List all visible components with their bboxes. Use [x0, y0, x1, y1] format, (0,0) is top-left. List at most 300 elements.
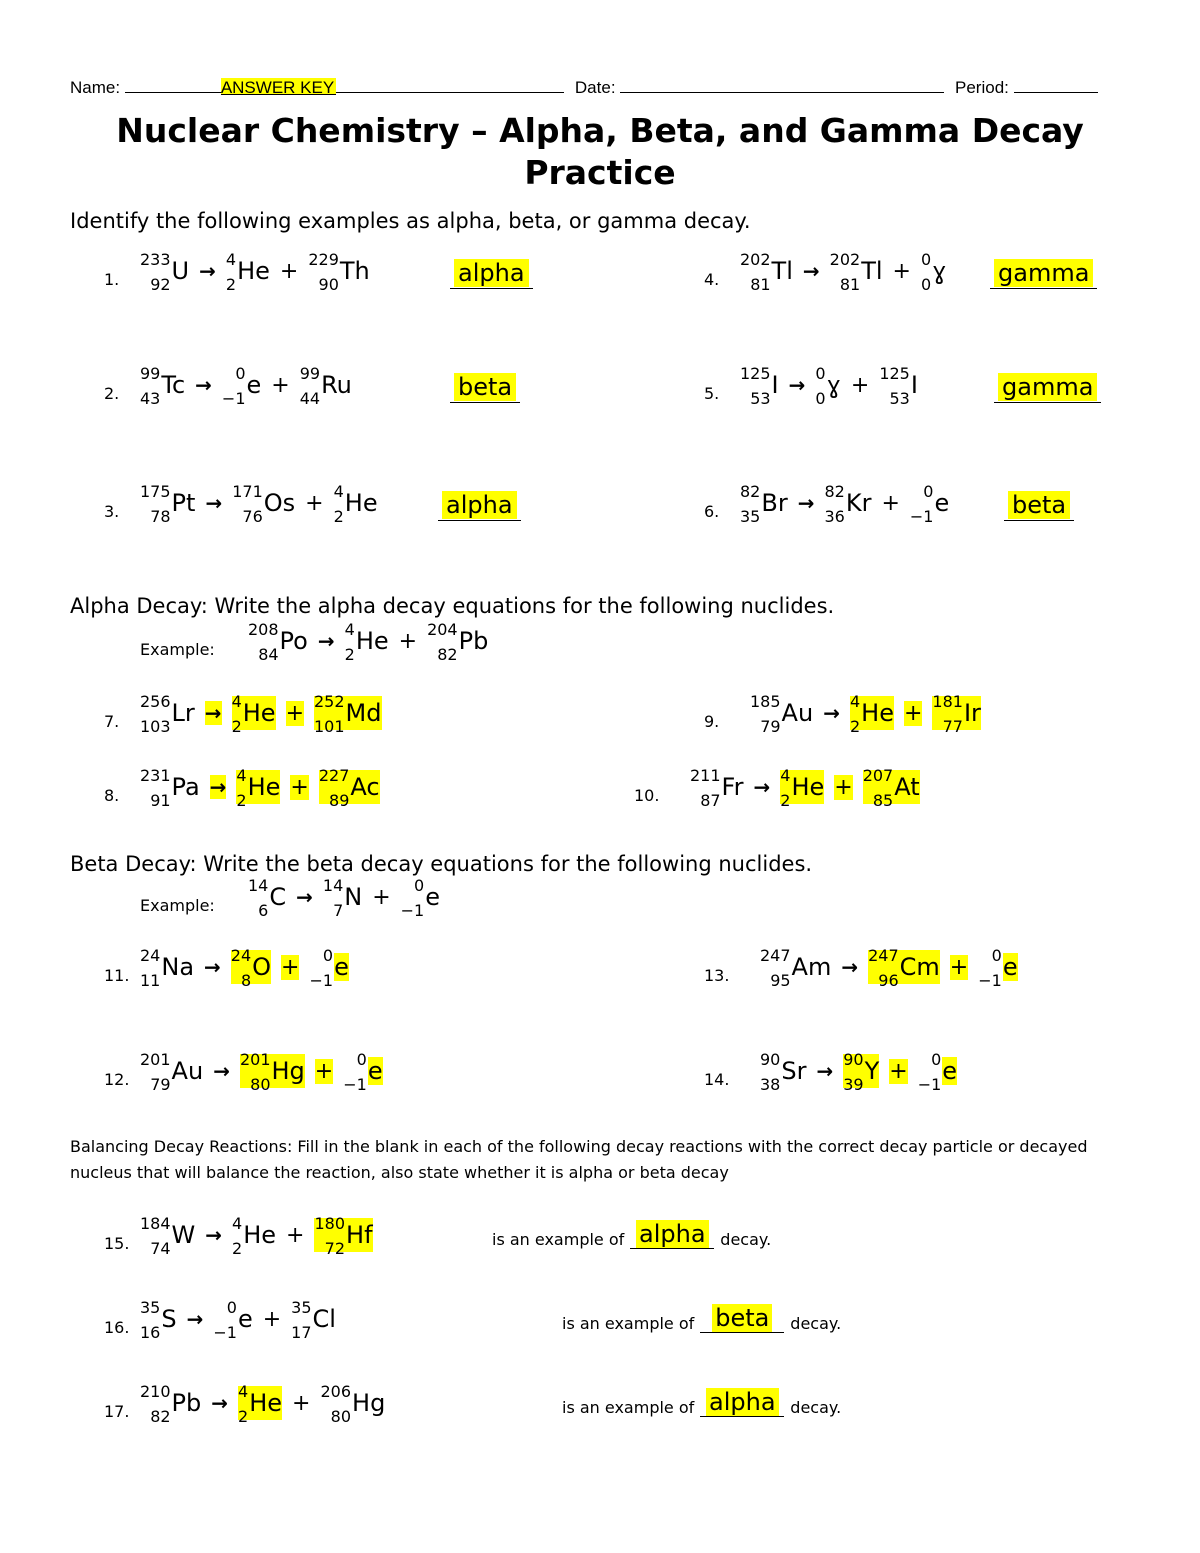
equation — [760, 946, 1018, 990]
mass-number: 211 — [690, 766, 721, 785]
product-2 — [314, 692, 382, 736]
atomic-number: −1 — [978, 971, 1002, 990]
reactant — [740, 482, 788, 526]
atomic-number: 82 — [437, 645, 458, 664]
mass-number: 171 — [232, 482, 263, 501]
nuclide-numbers — [879, 364, 910, 408]
nuclide-numbers — [232, 1214, 243, 1258]
plus-sign: + — [834, 774, 853, 800]
nuclide-numbers — [740, 364, 771, 408]
mass-number: 202 — [829, 250, 861, 269]
element-symbol: Md — [345, 699, 382, 727]
mass-number: 227 — [318, 766, 350, 785]
equation — [740, 364, 918, 408]
answer-text: gamma — [994, 259, 1093, 287]
period-label: Period: — [955, 78, 1009, 97]
equation — [140, 946, 349, 990]
nuclide-numbers — [248, 620, 279, 664]
equation — [140, 250, 370, 294]
mass-number: 82 — [824, 482, 845, 501]
mass-number: 0 — [322, 946, 334, 965]
atomic-number: 2 — [225, 275, 237, 294]
element-symbol: He — [861, 699, 894, 727]
answer-blank[interactable] — [438, 490, 521, 521]
atomic-number: 16 — [140, 1323, 161, 1342]
nuclide-numbers — [343, 1050, 367, 1094]
plus-sign: + — [892, 258, 911, 284]
element-symbol: e — [367, 1057, 383, 1085]
nuclide-numbers — [299, 364, 321, 408]
mass-number: 207 — [862, 766, 894, 785]
mass-number: 184 — [140, 1214, 171, 1233]
mass-number: 35 — [291, 1298, 312, 1317]
atomic-number: 76 — [242, 507, 263, 526]
nuclide-numbers — [824, 482, 845, 526]
product-1 — [236, 766, 281, 810]
atomic-number: 85 — [872, 791, 894, 810]
product-1 — [232, 1214, 277, 1258]
question-number: 1. — [104, 270, 120, 289]
element-symbol: e — [942, 1057, 958, 1085]
product-1 — [231, 692, 276, 736]
question-number: 15. — [104, 1234, 130, 1253]
arrow-icon: → — [823, 701, 840, 725]
nuclide-numbers — [318, 766, 350, 810]
mass-number: 24 — [140, 946, 161, 965]
atomic-number: 6 — [258, 901, 269, 920]
product-2 — [320, 1382, 386, 1426]
mass-number: 4 — [333, 482, 344, 501]
atomic-number: 0 — [815, 389, 826, 408]
element-symbol: O — [252, 953, 272, 981]
decay-statement — [562, 1304, 841, 1333]
nuclide-numbers — [862, 766, 894, 810]
nuclide-numbers — [140, 250, 171, 294]
nuclide-numbers — [815, 364, 826, 408]
nuclide-numbers — [868, 946, 899, 990]
reactant — [140, 1050, 204, 1094]
nuclide-numbers — [140, 766, 171, 810]
mass-number: 201 — [140, 1050, 171, 1069]
date-field[interactable] — [620, 76, 944, 93]
identify-instruction: Identify the following examples as alpha, beta, or gamma decay. — [70, 209, 751, 233]
product-2 — [309, 946, 349, 990]
element-symbol: Hg — [271, 1057, 305, 1085]
nuclide-numbers — [909, 482, 934, 526]
element-symbol: Po — [279, 627, 308, 655]
element-symbol: I — [771, 371, 779, 399]
element-symbol: N — [344, 883, 363, 911]
element-symbol: Sr — [781, 1057, 807, 1085]
decay-suffix: decay. — [720, 1230, 772, 1249]
element-symbol: Ac — [350, 773, 380, 801]
reactant — [740, 364, 779, 408]
element-symbol: Pb — [458, 627, 489, 655]
atomic-number: 78 — [150, 507, 171, 526]
arrow-icon: → — [205, 491, 223, 515]
equation — [140, 1214, 373, 1258]
reactant — [140, 1298, 177, 1342]
reactant — [140, 364, 186, 408]
equation — [760, 1050, 958, 1094]
question-number: 17. — [104, 1402, 130, 1421]
answer-blank[interactable] — [1004, 490, 1074, 521]
atomic-number: 84 — [258, 645, 279, 664]
atomic-number: 87 — [700, 791, 721, 810]
mass-number: 180 — [314, 1214, 346, 1233]
reactant — [750, 692, 814, 736]
element-symbol: Os — [263, 489, 296, 517]
plus-sign: + — [903, 700, 923, 726]
mass-number: 4 — [232, 1214, 243, 1233]
answer-blank[interactable] — [990, 258, 1097, 289]
atomic-number: 81 — [839, 275, 861, 294]
mass-number: 0 — [815, 364, 826, 383]
element-symbol: Pa — [171, 773, 200, 801]
answer-blank[interactable] — [450, 258, 533, 289]
mass-number: 0 — [923, 482, 934, 501]
arrow-icon: → — [296, 885, 313, 909]
atomic-number: 80 — [330, 1407, 352, 1426]
element-symbol: He — [243, 1221, 277, 1249]
atomic-number: 36 — [824, 507, 845, 526]
equation — [140, 482, 378, 526]
product-1 — [344, 620, 389, 664]
atomic-number: 7 — [333, 901, 344, 920]
plus-sign: + — [372, 884, 391, 910]
product-2 — [318, 766, 380, 810]
equation — [140, 1382, 386, 1426]
mass-number: 4 — [225, 250, 237, 269]
element-symbol: e — [237, 1305, 253, 1333]
atomic-number: 44 — [299, 389, 321, 408]
mass-number: 125 — [879, 364, 910, 383]
nuclide-numbers — [308, 250, 339, 294]
reactant — [248, 620, 308, 664]
equation — [750, 692, 981, 736]
product-2 — [909, 482, 950, 526]
element-symbol: Ir — [963, 699, 981, 727]
mass-number: 90 — [760, 1050, 781, 1069]
nuclide-numbers — [829, 250, 861, 294]
product-2 — [343, 1050, 383, 1094]
mass-number: 24 — [230, 946, 252, 965]
element-symbol: W — [171, 1221, 196, 1249]
question-number: 14. — [704, 1070, 730, 1089]
atomic-number: 72 — [324, 1239, 346, 1258]
beta-instruction: Beta Decay: Write the beta decay equations for the following nuclides. — [70, 852, 813, 876]
product-2 — [932, 692, 981, 736]
arrow-icon: → — [204, 955, 221, 979]
answer-blank[interactable] — [450, 372, 520, 403]
atomic-number: 91 — [150, 791, 171, 810]
nuclide-numbers — [849, 692, 861, 736]
answer-text: alpha — [442, 491, 517, 519]
product-1 — [849, 692, 894, 736]
answer-text: gamma — [998, 373, 1097, 401]
mass-number: 35 — [140, 1298, 161, 1317]
element-symbol: ɣ — [826, 371, 841, 399]
plus-sign: + — [292, 1390, 311, 1416]
element-symbol: I — [910, 371, 918, 399]
element-symbol: e — [425, 883, 440, 911]
mass-number: 4 — [780, 766, 791, 785]
nuclide-numbers — [320, 1382, 352, 1426]
mass-number: 4 — [344, 620, 355, 639]
atomic-number: 2 — [236, 791, 247, 810]
question-number: 7. — [104, 712, 120, 731]
nuclide-numbers — [917, 1050, 942, 1094]
decay-type-answer: alpha — [636, 1220, 709, 1248]
plus-sign: + — [281, 954, 300, 980]
product-2 — [427, 620, 489, 664]
equation — [690, 766, 920, 810]
arrow-icon: → — [753, 775, 771, 799]
decay-type-blank[interactable] — [700, 1304, 784, 1333]
atomic-number: 2 — [333, 507, 344, 526]
nuclide-numbers — [309, 946, 334, 990]
nuclide-numbers — [248, 876, 269, 920]
element-symbol: Am — [791, 953, 832, 981]
element-symbol: e — [934, 489, 950, 517]
title-line-2: Practice — [524, 153, 676, 192]
reactant — [140, 766, 200, 810]
product-1 — [780, 766, 825, 810]
arrow-icon: → — [204, 701, 222, 725]
mass-number: 204 — [427, 620, 458, 639]
atomic-number: −1 — [343, 1075, 367, 1094]
product-2 — [333, 482, 378, 526]
answer-text: alpha — [454, 259, 529, 287]
arrow-icon: → — [841, 955, 859, 979]
product-1 — [213, 1298, 253, 1342]
mass-number: 247 — [868, 946, 899, 965]
nuclide-numbers — [221, 364, 246, 408]
question-number: 3. — [104, 502, 120, 521]
product-1 — [815, 364, 841, 408]
mass-number: 0 — [356, 1050, 367, 1069]
atomic-number: 95 — [770, 971, 791, 990]
nuclide-numbers — [140, 1382, 171, 1426]
element-symbol: Cl — [312, 1305, 336, 1333]
plus-sign: + — [285, 700, 304, 726]
product-2 — [879, 364, 918, 408]
answer-blank[interactable] — [994, 372, 1101, 403]
nuclide-numbers — [780, 766, 791, 810]
decay-type-answer: beta — [712, 1304, 772, 1332]
element-symbol: U — [171, 257, 190, 285]
mass-number: 206 — [320, 1382, 352, 1401]
atomic-number: −1 — [309, 971, 334, 990]
period-field[interactable] — [1014, 76, 1098, 93]
arrow-icon: → — [816, 1059, 834, 1083]
element-symbol: He — [344, 489, 378, 517]
reactant — [140, 1214, 196, 1258]
plus-sign: + — [279, 258, 299, 284]
date-label: Date: — [574, 78, 616, 97]
arrow-icon: → — [186, 1307, 204, 1331]
mass-number: 208 — [248, 620, 279, 639]
atomic-number: 2 — [238, 1407, 249, 1426]
balancing-instruction: Balancing Decay Reactions: Fill in the blank in each of the following decay reactions with the correct decay particle or decayed nucleus that will balance the reaction, also state whether it is alpha or beta decay — [70, 1137, 1088, 1182]
decay-type-blank[interactable] — [700, 1388, 784, 1417]
reactant — [140, 482, 196, 526]
page-title — [0, 110, 1200, 194]
nuclide-numbers — [344, 620, 355, 664]
mass-number: 4 — [238, 1382, 249, 1401]
arrow-icon: → — [209, 775, 227, 799]
name-label: Name: — [70, 78, 121, 97]
atomic-number: 89 — [329, 791, 350, 810]
product-2 — [291, 1298, 336, 1342]
mass-number: 185 — [750, 692, 781, 711]
element-symbol: S — [161, 1305, 177, 1333]
nuclide-numbers — [140, 1214, 171, 1258]
element-symbol: Hg — [352, 1389, 386, 1417]
equation — [140, 766, 380, 810]
atomic-number: 2 — [231, 717, 242, 736]
plus-sign: + — [286, 1222, 305, 1248]
alpha-instruction: Alpha Decay: Write the alpha decay equations for the following nuclides. — [70, 594, 835, 618]
atomic-number: 8 — [240, 971, 252, 990]
atomic-number: 0 — [920, 275, 932, 294]
decay-type-blank[interactable] — [630, 1220, 714, 1249]
nuclide-numbers — [427, 620, 458, 664]
nuclide-numbers — [239, 1050, 271, 1094]
atomic-number: −1 — [909, 507, 934, 526]
mass-number: 256 — [140, 692, 171, 711]
element-symbol: He — [247, 773, 281, 801]
element-symbol: Ru — [321, 371, 352, 399]
element-symbol: Kr — [845, 489, 872, 517]
decay-suffix: decay. — [790, 1314, 842, 1333]
reactant — [690, 766, 744, 810]
atomic-number: 74 — [150, 1239, 171, 1258]
element-symbol: Lr — [171, 699, 195, 727]
question-number: 6. — [704, 502, 720, 521]
reactant — [740, 250, 793, 294]
nuclide-numbers — [238, 1382, 249, 1426]
decay-prefix: is an example of — [492, 1230, 625, 1249]
mass-number: 247 — [760, 946, 791, 965]
mass-number: 99 — [299, 364, 321, 383]
arrow-icon: → — [213, 1059, 230, 1083]
equation — [140, 692, 382, 736]
element-symbol: At — [894, 773, 920, 801]
decay-prefix: is an example of — [562, 1314, 695, 1333]
product-2 — [978, 946, 1018, 990]
mass-number: 175 — [140, 482, 171, 501]
decay-type-answer: alpha — [706, 1388, 779, 1416]
element-symbol: e — [1002, 953, 1018, 981]
nuclide-numbers — [843, 1050, 864, 1094]
decay-prefix: is an example of — [562, 1398, 695, 1417]
plus-sign: + — [271, 372, 290, 398]
product-2 — [299, 364, 352, 408]
arrow-icon: → — [797, 491, 815, 515]
nuclide-numbers — [231, 692, 242, 736]
element-symbol: He — [249, 1389, 283, 1417]
mass-number: 99 — [140, 364, 161, 383]
element-symbol: He — [355, 627, 389, 655]
name-value[interactable]: ANSWER KEY — [220, 78, 335, 97]
plus-sign: + — [262, 1306, 282, 1332]
element-symbol: Tl — [861, 257, 883, 285]
mass-number: 125 — [740, 364, 771, 383]
atomic-number: 82 — [150, 1407, 171, 1426]
mass-number: 252 — [314, 692, 345, 711]
element-symbol: Au — [171, 1057, 204, 1085]
mass-number: 82 — [740, 482, 761, 501]
nuclide-numbers — [230, 946, 252, 990]
element-symbol: He — [791, 773, 825, 801]
equation — [140, 1050, 383, 1094]
decay-suffix: decay. — [790, 1398, 842, 1417]
question-number: 4. — [704, 270, 720, 289]
decay-statement — [562, 1388, 841, 1417]
product-2 — [314, 1214, 373, 1258]
question-number: 11. — [104, 966, 130, 985]
atomic-number: 11 — [140, 971, 161, 990]
product-1 — [225, 250, 270, 294]
atomic-number: −1 — [400, 901, 425, 920]
atomic-number: −1 — [917, 1075, 942, 1094]
nuclide-numbers — [291, 1298, 312, 1342]
element-symbol: ɣ — [932, 257, 947, 285]
element-symbol: Au — [781, 699, 814, 727]
element-symbol: He — [237, 257, 270, 285]
plus-sign: + — [398, 628, 418, 654]
mass-number: 229 — [308, 250, 339, 269]
mass-number: 202 — [740, 250, 771, 269]
atomic-number: 53 — [750, 389, 771, 408]
atomic-number: 17 — [291, 1323, 312, 1342]
nuclide-numbers — [690, 766, 721, 810]
nuclide-numbers — [140, 364, 161, 408]
nuclide-numbers — [750, 692, 781, 736]
atomic-number: 79 — [760, 717, 781, 736]
equation — [248, 620, 489, 664]
arrow-icon: → — [317, 629, 335, 653]
nuclide-numbers — [760, 1050, 781, 1094]
mass-number: 181 — [932, 692, 963, 711]
atomic-number: 80 — [250, 1075, 271, 1094]
product-1 — [239, 1050, 305, 1094]
atomic-number: 2 — [232, 1239, 243, 1258]
plus-sign: + — [850, 372, 870, 398]
arrow-icon: → — [788, 373, 806, 397]
element-symbol: e — [246, 371, 262, 399]
nuclide-numbers — [920, 250, 932, 294]
element-symbol: Br — [761, 489, 788, 517]
question-number: 12. — [104, 1070, 130, 1089]
nuclide-numbers — [140, 1298, 161, 1342]
answer-text: beta — [454, 373, 516, 401]
atomic-number: 90 — [318, 275, 339, 294]
mass-number: 90 — [843, 1050, 864, 1069]
mass-number: 4 — [236, 766, 247, 785]
reactant — [140, 946, 195, 990]
question-number: 8. — [104, 786, 120, 805]
product-1 — [232, 482, 296, 526]
mass-number: 0 — [226, 1298, 237, 1317]
nuclide-numbers — [333, 482, 344, 526]
arrow-icon: → — [205, 1223, 223, 1247]
example-label: Example: — [140, 896, 215, 915]
atomic-number: 53 — [889, 389, 910, 408]
element-symbol: C — [269, 883, 287, 911]
element-symbol: Tc — [161, 371, 186, 399]
